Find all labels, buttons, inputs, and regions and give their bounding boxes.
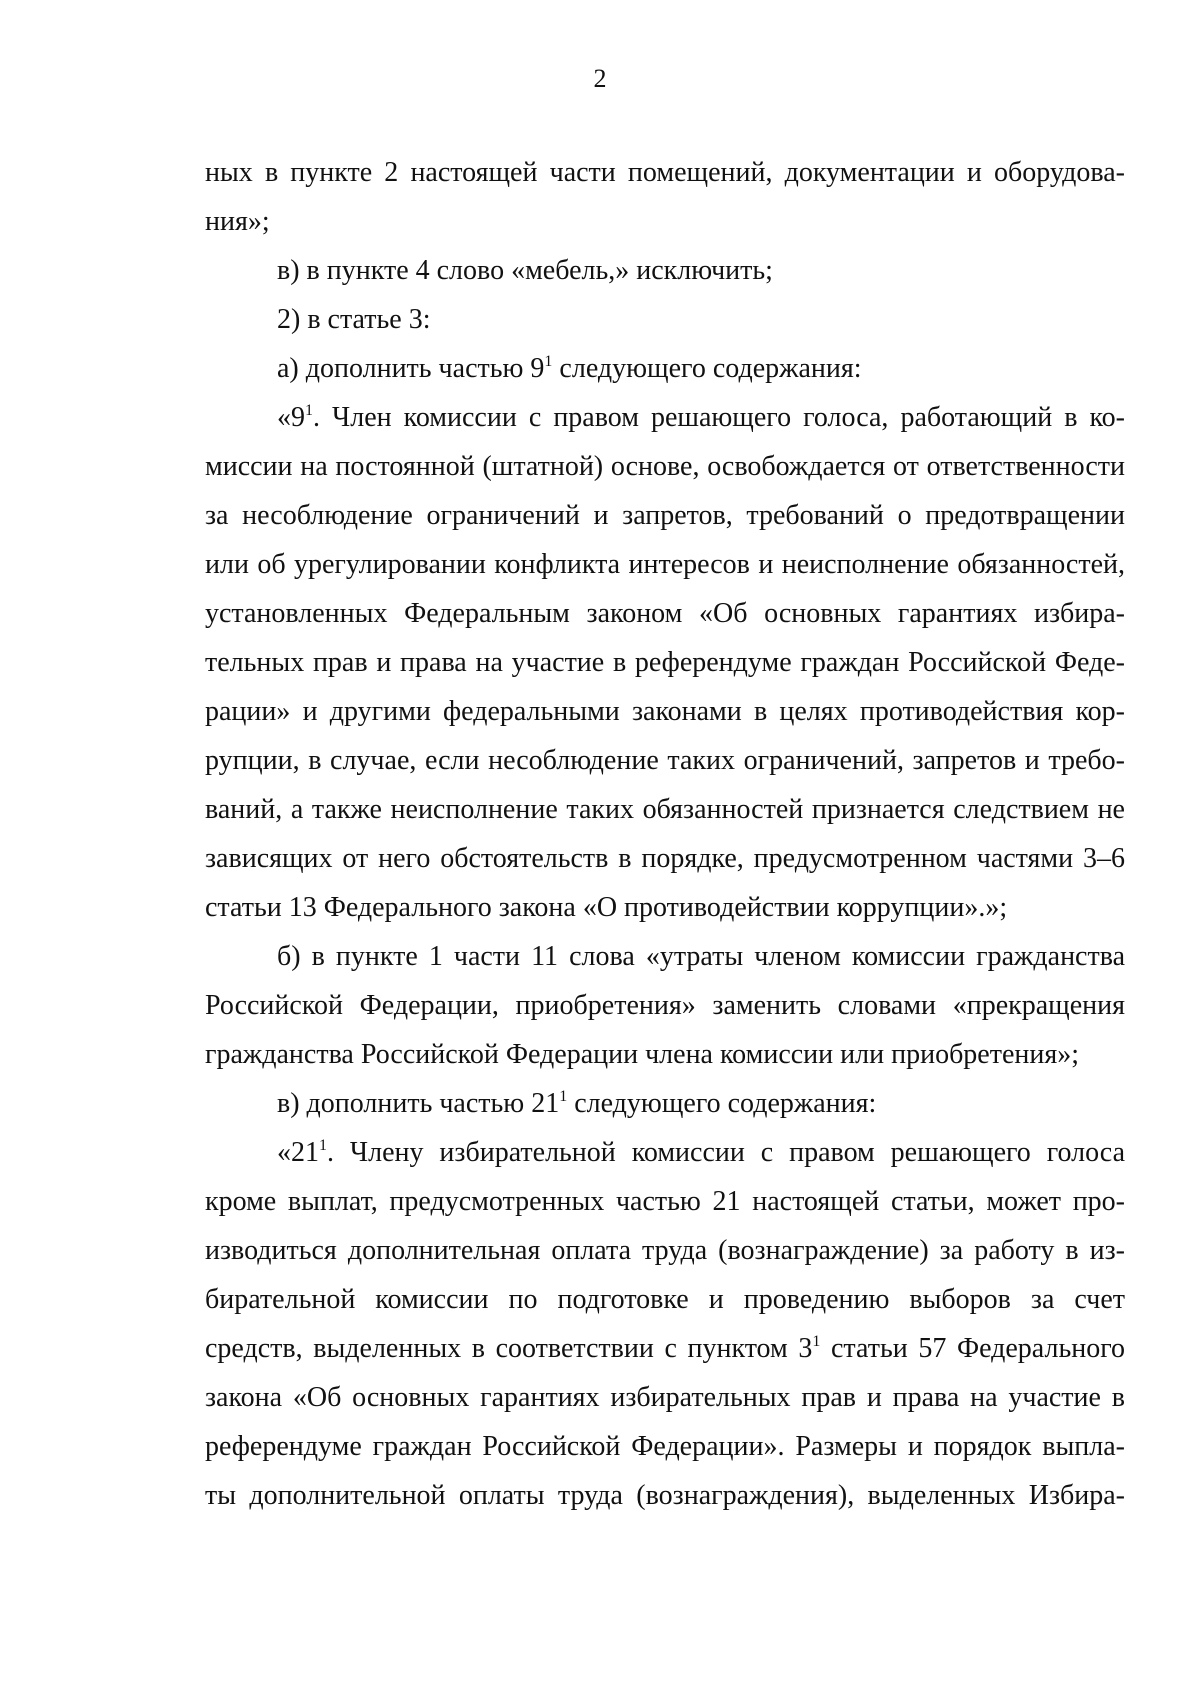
- text-line: зависящих от него обстоятельств в порядке, предусмотренном частями 3–6: [205, 843, 1125, 874]
- text-line: [205, 393, 1125, 442]
- text-line: или об урегулировании конфликта интересов и неисполнение обязанностей,: [205, 549, 1125, 580]
- text-line: бирательной комиссии по подготовке и проведению выборов за счет: [205, 1284, 1125, 1315]
- text-line: Российской Федерации, приобретения» заменить словами «прекращения: [205, 990, 1125, 1021]
- text-line: [205, 344, 1125, 393]
- text-line: 2) в статье 3:: [277, 304, 431, 335]
- text-fragment: в) дополнить частью 21: [277, 1088, 560, 1119]
- text-fragment: а) дополнить частью 9: [277, 353, 545, 384]
- text-fragment: «21: [277, 1137, 319, 1168]
- text-line: ных в пункте 2 настоящей части помещений, документации и оборудова-: [205, 157, 1125, 188]
- text-line: ния»;: [205, 206, 270, 237]
- superscript: 1: [812, 1333, 821, 1350]
- superscript: 1: [544, 353, 553, 370]
- text-fragment: следующего содержания:: [552, 353, 862, 384]
- text-line: рупции, в случае, если несоблюдение таких ограничений, запретов и требо-: [205, 745, 1125, 776]
- text-line: кроме выплат, предусмотренных частью 21 настоящей статьи, может про-: [205, 1186, 1125, 1217]
- text-fragment: следующего содержания:: [567, 1088, 877, 1119]
- text-fragment: «9: [277, 402, 305, 433]
- text-line: установленных Федеральным законом «Об основных гарантиях избира-: [205, 598, 1125, 629]
- text-line: закона «Об основных гарантиях избирательных прав и права на участие в: [205, 1382, 1125, 1413]
- text-line: статьи 13 Федерального закона «О противодействии коррупции».»;: [205, 892, 1008, 923]
- superscript: 1: [559, 1088, 568, 1105]
- superscript: 1: [319, 1137, 327, 1154]
- text-line: за несоблюдение ограничений и запретов, требований о предотвращении: [205, 500, 1125, 531]
- text-line: референдуме граждан Российской Федерации». Размеры и порядок выпла-: [205, 1431, 1125, 1462]
- text-line: [205, 1128, 1125, 1177]
- page-number: 2: [593, 64, 607, 93]
- text-line: тельных прав и права на участие в референдуме граждан Российской Феде-: [205, 647, 1125, 678]
- text-line: [205, 1079, 1125, 1128]
- text-line: в) в пункте 4 слово «мебель,» исключить;: [277, 255, 773, 286]
- text-line: гражданства Российской Федерации члена комиссии или приобретения»;: [205, 1039, 1080, 1070]
- text-fragment: средств, выделенных в соответствии с пунктом 3: [205, 1333, 813, 1364]
- text-line: ты дополнительной оплаты труда (вознаграждения), выделенных Избира-: [205, 1480, 1125, 1511]
- text-line: изводиться дополнительная оплата труда (вознаграждение) за работу в из-: [205, 1235, 1125, 1266]
- text-fragment: . Члену избирательной комиссии с правом решающего голоса: [327, 1137, 1125, 1168]
- text-line: ваний, а также неисполнение таких обязанностей признается следствием не: [205, 794, 1125, 825]
- text-line: б) в пункте 1 части 11 слова «утраты членом комиссии гражданства: [277, 941, 1125, 972]
- text-fragment: статьи 57 Федерального: [820, 1333, 1125, 1364]
- document-body: [205, 148, 1125, 1520]
- text-line: миссии на постоянной (штатной) основе, освобождается от ответственности: [205, 451, 1125, 482]
- text-line: рации» и другими федеральными законами в целях противодействия кор-: [205, 696, 1125, 727]
- superscript: 1: [305, 402, 313, 419]
- text-line: [205, 1324, 1125, 1373]
- text-fragment: . Член комиссии с правом решающего голоса, работающий в ко-: [313, 402, 1125, 433]
